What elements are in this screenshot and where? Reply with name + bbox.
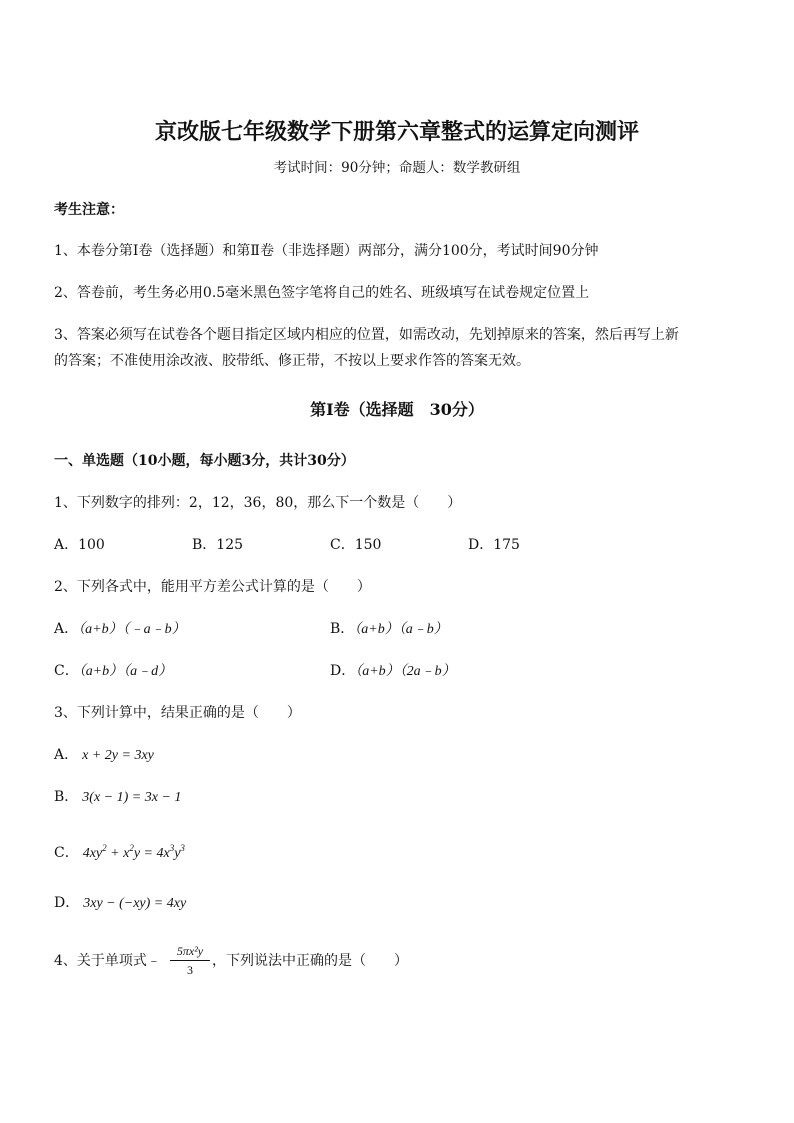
option-d: D．175: [468, 537, 520, 553]
option-b: [330, 619, 448, 640]
option-label: A．: [54, 747, 79, 763]
option-d: [54, 893, 186, 914]
notice-item: 3、答案必须写在试卷各个题目指定区域内相应的位置，如需改动，先划掉原来的答案，然后再写上新: [54, 327, 679, 343]
fraction-expression: [170, 944, 210, 977]
question-stem: 1、下列数字的排列：2，12，36，80，那么下一个数是（ ）: [54, 495, 462, 511]
option-expression: （a+b）（a﹣d）: [78, 664, 173, 679]
page-subtitle: 考试时间：90分钟；命题人：数学教研组: [273, 160, 521, 176]
part-title: 一、单选题（10小题，每小题3分，共计30分）: [54, 453, 355, 469]
option-expression: x + 2y = 3xy: [82, 748, 154, 763]
option-expression: 3(x − 1) = 3x − 1: [82, 790, 182, 805]
option-c: [54, 661, 172, 682]
option-a: A．100: [54, 537, 105, 553]
section-title: 第Ⅰ卷（选择题 30分）: [310, 400, 484, 419]
option-expression: $4xy^2 + x^2y = 4x^3y^3$: [82, 843, 185, 861]
option-label: C．: [54, 663, 79, 679]
question-stem: 2、下列各式中，能用平方差公式计算的是（ ）: [54, 579, 371, 595]
option-label: C．: [54, 845, 79, 861]
question-stem-suffix: ，下列说法中正确的是（ ）: [212, 953, 408, 969]
option-expression: 3xy − (−xy) = 4xy: [83, 896, 187, 911]
option-b: B．125: [192, 537, 244, 553]
notice-item: 1、本卷分第Ⅰ卷（选择题）和第Ⅱ卷（非选择题）两部分，满分100分，考试时间90分钟: [54, 243, 599, 259]
option-expression: （a+b）（2a﹣b）: [355, 664, 456, 679]
question-stem-prefix: 4、关于单项式﹣: [54, 953, 161, 969]
option-label: A．: [54, 621, 79, 637]
notice-item: 2、答卷前，考生务必用0.5毫米黑色签字笔将自己的姓名、班级填写在试卷规定位置上: [54, 285, 590, 301]
fraction-denominator: 3: [187, 963, 193, 977]
option-label: B．: [54, 789, 79, 805]
notice-heading: 考生注意：: [54, 202, 124, 218]
option-c: C．150: [330, 537, 382, 553]
option-b: [54, 787, 181, 808]
fraction-numerator: 5πx²y: [170, 944, 210, 961]
option-expression: （a+b）（﹣a﹣b）: [78, 622, 186, 637]
notice-item: 的答案；不准使用涂改液、胶带纸、修正带，不按以上要求作答的答案无效。: [54, 353, 530, 369]
option-label: B．: [330, 621, 355, 637]
option-a: [54, 619, 186, 640]
question-stem: 3、下列计算中，结果正确的是（ ）: [54, 705, 301, 721]
page-title: 京改版七年级数学下册第六章整式的运算定向测评: [154, 119, 639, 145]
option-label: D．: [330, 663, 356, 679]
option-a: [54, 745, 154, 766]
option-label: D．: [54, 895, 80, 911]
option-expression: （a+b）（a﹣b）: [354, 622, 448, 637]
option-d: [330, 661, 456, 682]
option-c: [54, 838, 185, 864]
